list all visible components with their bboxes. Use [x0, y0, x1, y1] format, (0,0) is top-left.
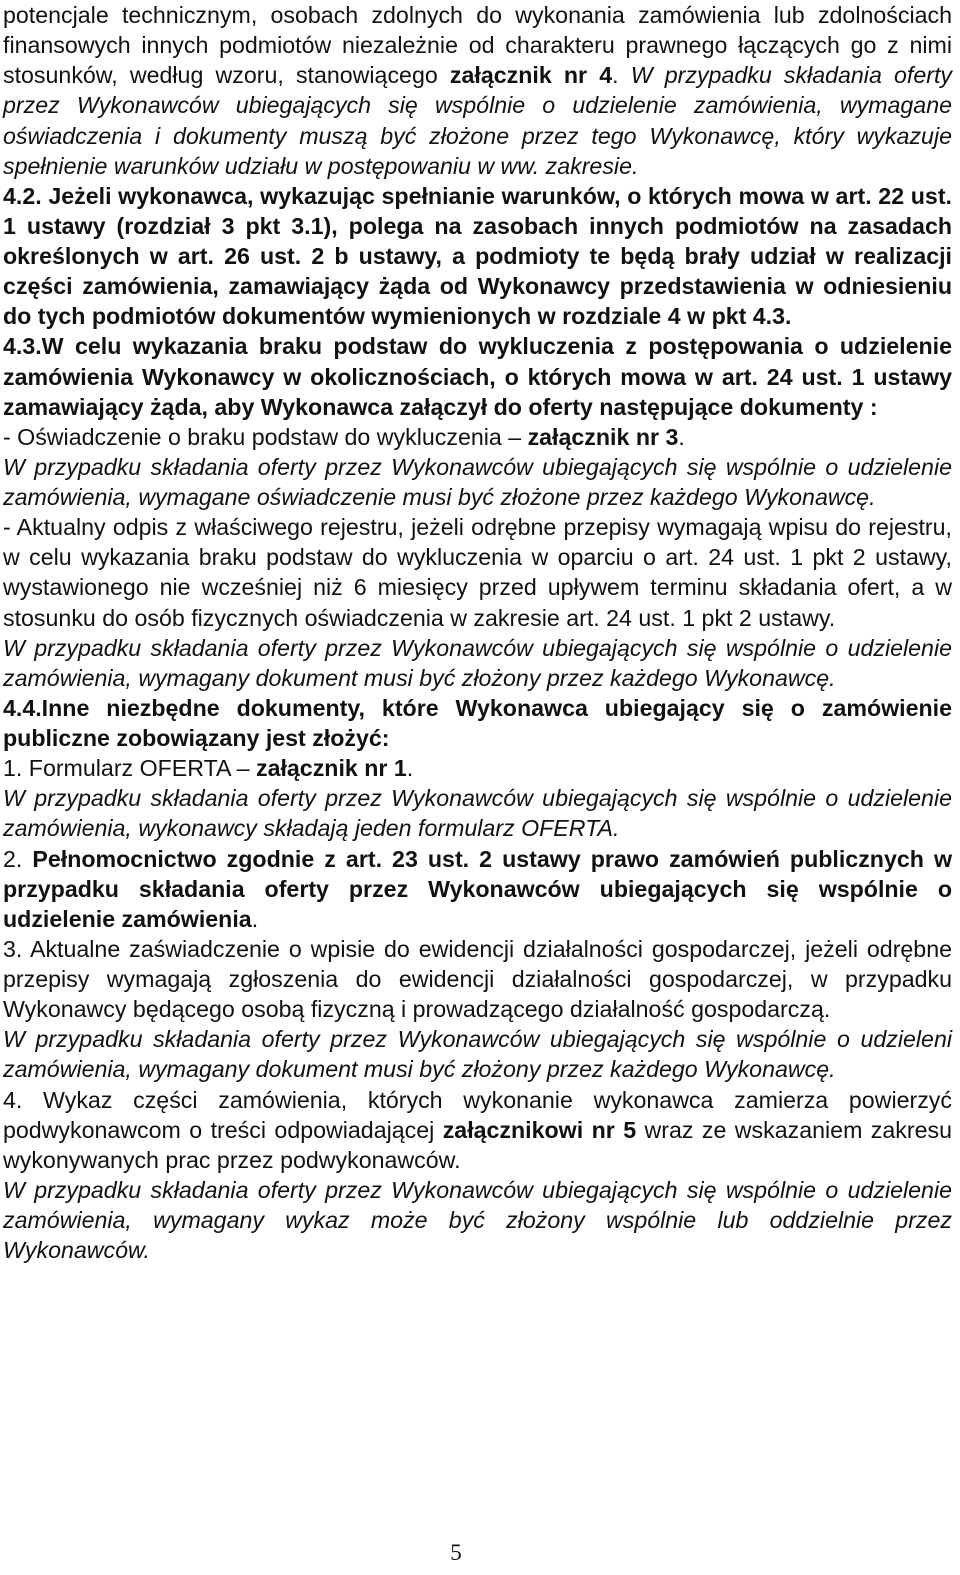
section-4-2: 4.2. Jeżeli wykonawca, wykazując spełnianie warunków, o których mowa w art. 22 ust. 1 ustawy (rozdział 3 pkt 3.1), polega na zasobach innych podmiotów na zasadach określonych w art. 26 ust. 2 b ustawy, a podmioty te będą brały udział w realizacji części zamówienia, zamawiający żąda od Wykonawcy przedstawienia w odniesieniu do tych podmiotów dokumentów wymienionych w rozdziale 4 w pkt 4.3. [3, 182, 952, 330]
list-item-business-certificate: 3. Aktualne zaświadczenie o wpisie do ewidencji działalności gospodarczej, jeżeli odrębne przepisy wymagają zgłoszenia do ewidencji działalności gospodarczej, w przypadku Wykonawcy będącego osobą fizyczną i prowadzącego działalność gospodarczą. [3, 935, 952, 1023]
section-4-4: 4.4.Inne niezbędne dokumenty, które Wykonawca ubiegający się o zamówienie publiczne zobowiązany jest złożyć: [3, 694, 952, 751]
page-number: 5 [450, 1540, 462, 1565]
list-item-power-of-attorney: 2. Pełnomocnictwo zgodnie z art. 23 ust. 2 ustawy prawo zamówień publicznych w przypadku składania oferty przez Wykonawców ubiegających się wspólnie o udzielenie zamówienia. [3, 845, 953, 932]
joint-bidders-note: W przypadku składania oferty przez Wykonawców ubiegających się wspólnie o udzielenie zamówienia, wymagane oświadczenia i dokumenty muszą być złożone przez tego Wykonawcę, który wykazuje spełnienie warunków udziału w postępowaniu w ww. zakresie. [3, 62, 952, 179]
document-item-register-extract: - Aktualny odpis z właściwego rejestru, jeżeli odrębne przepisy wymagają wpisu do rejestru, w celu wykazania braku podstaw do wykluczenia w oparciu o art. 24 ust. 1 pkt 2 ustawy, wystawionego nie wcześniej niż 6 miesięcy przed upływem terminu składania ofert, a w stosunku do osób fizycznych oświadczenia w zakresie art. 24 ust. 1 pkt 2 ustawy. [3, 514, 952, 631]
document-body [3, 0, 952, 1265]
joint-bidders-note: W przypadku składania oferty przez Wykonawców ubiegających się wspólnie o udzielenie zamówienia, wymagany dokument musi być złożony przez każdego Wykonawcę. [3, 634, 952, 691]
joint-bidders-note: W przypadku składania oferty przez Wykonawców ubiegających się wspólnie o udzielenie zamówienia, wykonawcy składają jeden formularz OFERTA. [3, 785, 952, 842]
section-4-3: 4.3.W celu wykazania braku podstaw do wykluczenia z postępowania o udzielenie zamówienia Wykonawcy w okolicznościach, o których mowa w art. 24 ust. 1 ustawy zamawiający żąda, aby Wykonawca załączył do oferty następujące dokumenty : [3, 333, 952, 420]
joint-bidders-note: W przypadku składania oferty przez Wykonawców ubiegających się wspólnie o udzielenie zamówienia, wymagany wykaz może być złożony wspólnie lub oddzielnie przez Wykonawców. [3, 1176, 952, 1264]
list-item-subcontractor-list: 4. Wykaz części zamówienia, których wykonanie wykonawca zamierza powierzyć podwykonawcom o treści odpowiadającej załącznikowi nr 5 wraz ze wskazaniem zakresu wykonywanych prac przez podwykonawców. [3, 1086, 952, 1173]
list-item-offer-form: 1. Formularz OFERTA – załącznik nr 1. [3, 755, 414, 782]
joint-bidders-note: W przypadku składania oferty przez Wykonawców ubiegających się wspólnie o udzieleni zamówienia, wymagany dokument musi być złożony przez każdego Wykonawcę. [3, 1026, 952, 1083]
document-item-declaration: - Oświadczenie o braku podstaw do wykluczenia – załącznik nr 3. [3, 423, 685, 450]
paragraph-continuation: potencjale technicznym, osobach zdolnych do wykonania zamówienia lub zdolnościach finansowych innych podmiotów niezależnie od charakteru prawnego łączących go z nimi stosunków, według wzoru, stanowiącego załącznik nr 4. W przypadku składania oferty przez Wykonawców ubiegających się wspólnie o udzielenie zamówienia, wymagane oświadczenia i dokumenty muszą być złożone przez tego Wykonawcę, który wykazuje spełnienie warunków udziału w postępowaniu w ww. zakresie. [3, 2, 952, 179]
joint-bidders-note: W przypadku składania oferty przez Wykonawców ubiegających się wspólnie o udzielenie zamówienia, wymagane oświadczenie musi być złożone przez każdego Wykonawcę. [3, 453, 952, 510]
